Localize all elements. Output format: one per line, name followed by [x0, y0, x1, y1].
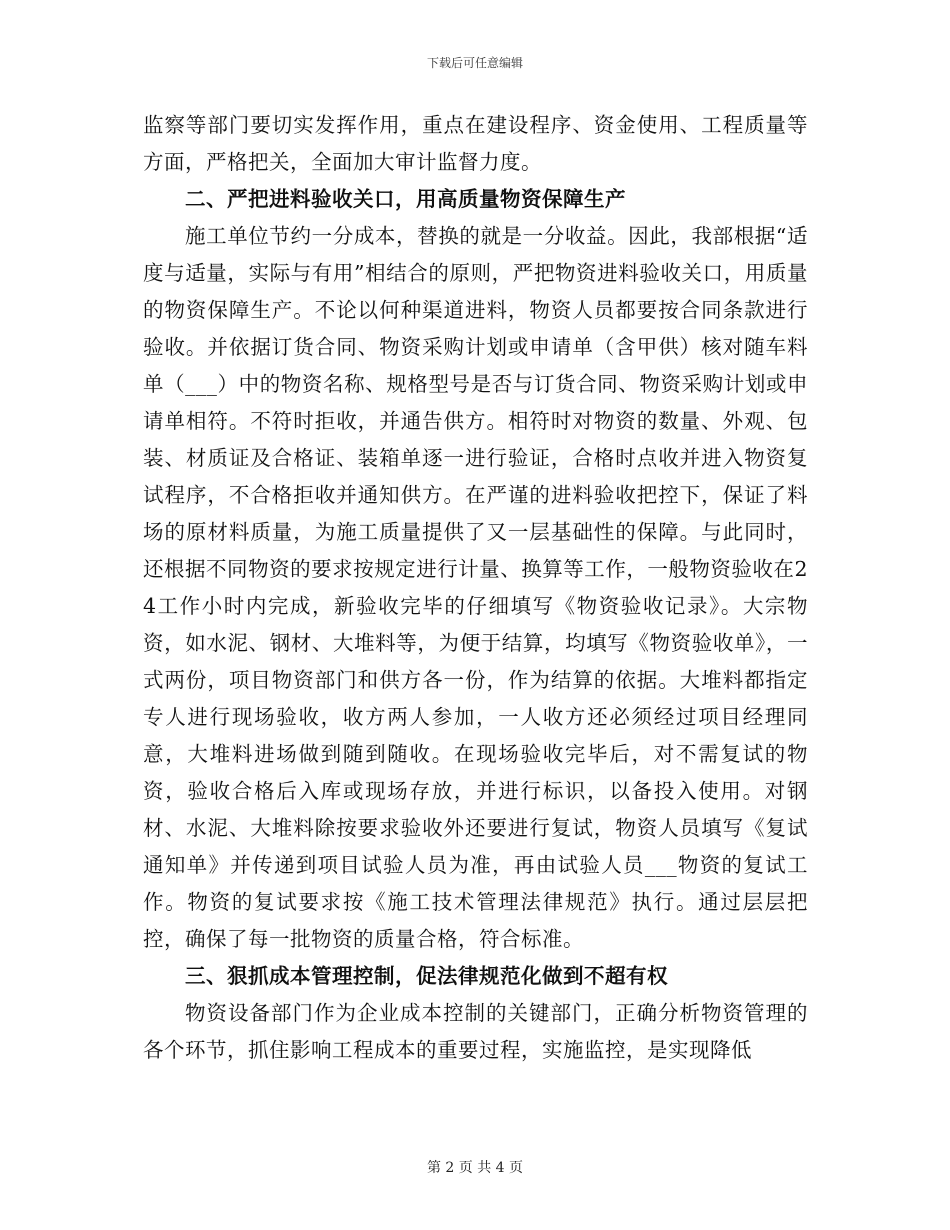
section-heading-2: 二、严把进料验收关口，用高质量物资保障生产 — [185, 187, 626, 211]
paragraph-2: 施工单位节约一分成本，替换的就是一分收益。因此，我部根据“适度与适量，实际与有用”相结合的原则，严把物资进料验收关口，用质量的物资保障生产。不论以何种渠道进料，物资人员都要按合同条款进行验收。并依据订货合同、物资采购计划或申请单（含甲供）核对随车料单（___）中的物资名称、规格型号是否与订货合同、物资采购计划或申请单相符。不符时拒收，并通告供方。相符时对物资的数量、外观、包装、材质证及合格证、装箱单逐一进行验证，合格时点收并进入物资复试程序，不合格拒收并通知供方。在严谨的进料验收把控下，保证了料场的原材料质量，为施工质量提供了又一层基础性的保障。与此同时，还根据不同物资的要求按规定进行计量、换算等工作，一般物资验收在24工作小时内完成，新验收完毕的仔细填写《物资验收记录》。大宗物资，如水泥、钢材、大堆料等，为便于结算，均填写《物资验收单》，一式两份，项目物资部门和供方各一份，作为结算的依据。大堆料都指定专人进行现场验收，收方两人参加，一人收方还必须经过项目经理同意，大堆料进场做到随到随收。在现场验收完毕后，对不需复试的物资，验收合格后入库或现场存放，并进行标识，以备投入使用。对钢材、水泥、大堆料除按要求验收外还要进行复试，物资人员填写《复试通知单》并传递到项目试验人员为准，再由试验人员___物资的复试工作。物资的复试要求按《施工技术管理法律规范》执行。通过层层把控，确保了每一批物资的质量合格，符合标准。 — [143, 224, 808, 951]
document-body — [143, 107, 808, 1069]
page-number-footer: 第 2 页 共 4 页 — [426, 1160, 524, 1176]
section-heading-3: 三、狠抓成本管理控制，促法律规范化做到不超有权 — [185, 964, 668, 988]
page-header-note: 下载后可任意编辑 — [426, 56, 523, 70]
paragraph-3: 物资设备部门作为企业成本控制的关键部门，正确分析物资管理的各个环节，抓住影响工程成本的重要过程，实施监控，是实现降低 — [143, 1001, 808, 1062]
paragraph-1: 监察等部门要切实发挥作用，重点在建设程序、资金使用、工程质量等方面，严格把关，全面加大审计监督力度。 — [143, 113, 808, 174]
